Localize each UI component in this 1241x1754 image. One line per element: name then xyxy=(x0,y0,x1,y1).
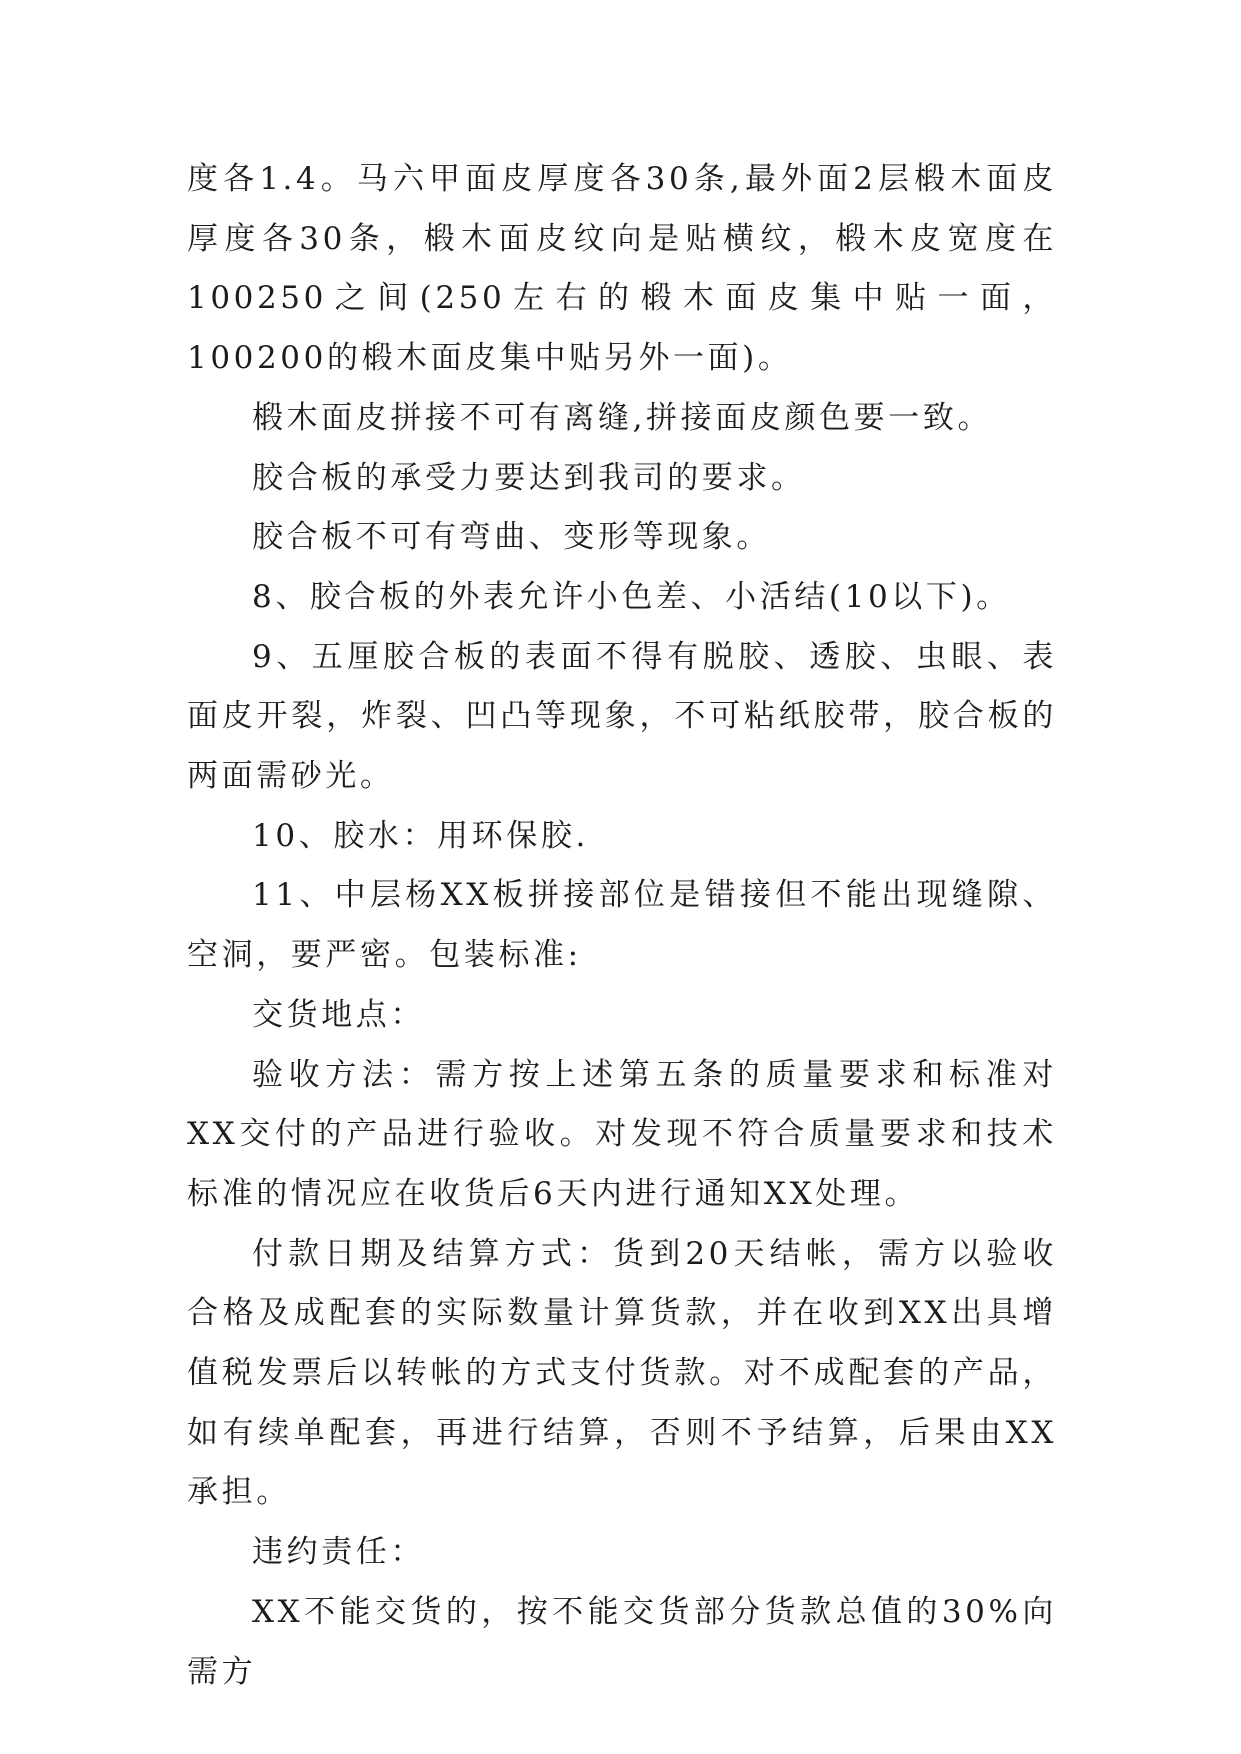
paragraph-7: 10、胶水：用环保胶. xyxy=(252,817,589,854)
paragraph-3: 胶合板的承受力要达到我司的要求。 xyxy=(252,459,806,496)
paragraph-4: 胶合板不可有弯曲、变形等现象。 xyxy=(252,519,771,556)
paragraph-10: 验收方法：需方按上述第五条的质量要求和标准对XX交付的产品进行验收。对发现不符合质量要求和技术标准的情况应在收货后6天内进行通知XX处理。 xyxy=(187,1056,1057,1212)
paragraph-5: 8、胶合板的外表允许小色差、小活结(10以下)。 xyxy=(252,578,1011,615)
document-body xyxy=(187,150,1057,1702)
paragraph-1: 度各1.4。马六甲面皮厚度各30条,最外面2层椴木面皮厚度各30条，椴木面皮纹向是贴横纹，椴木皮宽度在100250之间(250左右的椴木面皮集中贴一面，100200的椴木面皮集中贴另外一面)。 xyxy=(187,161,1057,377)
paragraph-13: XX不能交货的，按不能交货部分货款总值的30%向需方 xyxy=(187,1593,1057,1690)
paragraph-11: 付款日期及结算方式：货到20天结帐，需方以验收合格及成配套的实际数量计算货款，并在收到XX出具增值税发票后以转帐的方式支付货款。对不成配套的产品，如有续单配套，再进行结算，否则不予结算，后果由XX承担。 xyxy=(187,1235,1057,1511)
paragraph-12: 违约责任： xyxy=(252,1534,425,1571)
paragraph-8: 11、中层杨XX板拼接部位是错接但不能出现缝隙、空洞，要严密。包装标准: xyxy=(187,877,1057,974)
paragraph-6: 9、五厘胶合板的表面不得有脱胶、透胶、虫眼、表面皮开裂，炸裂、凹凸等现象，不可粘纸胶带，胶合板的两面需砂光。 xyxy=(187,638,1057,795)
paragraph-9: 交货地点： xyxy=(252,996,425,1033)
paragraph-2: 椴木面皮拼接不可有离缝,拼接面皮颜色要一致。 xyxy=(252,399,993,436)
